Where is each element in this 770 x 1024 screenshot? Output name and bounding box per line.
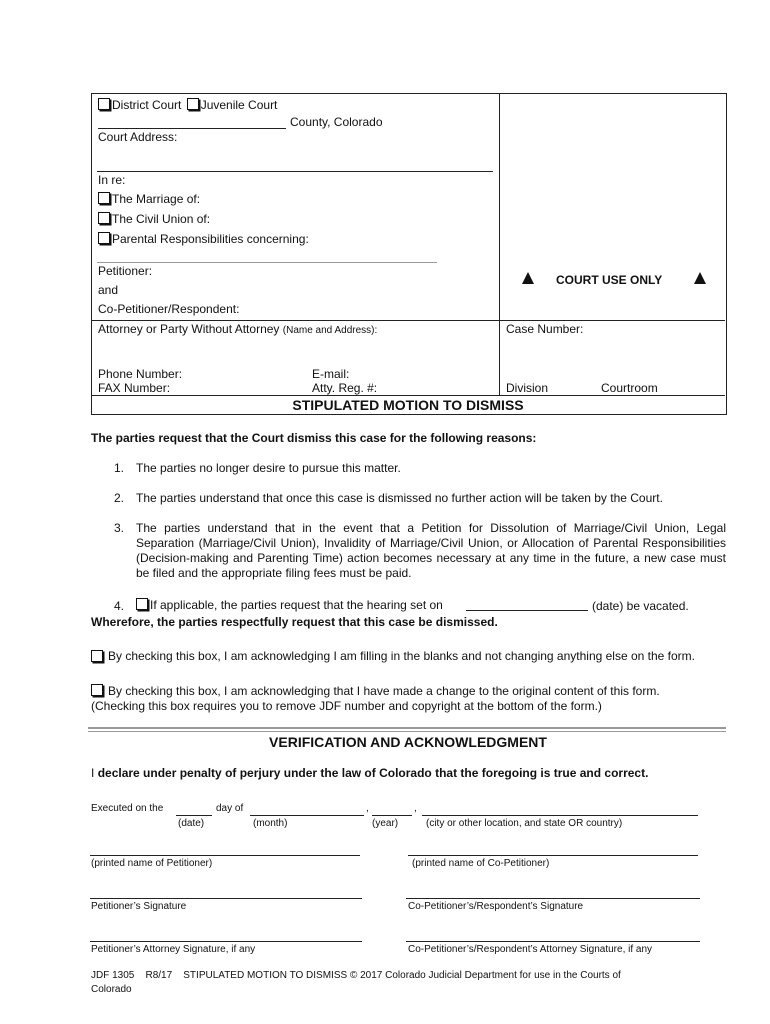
copetitioner-attorney-signature-line[interactable]	[406, 941, 700, 942]
location-caption: (city or other location, and state OR country)	[426, 818, 623, 829]
printed-petitioner-line[interactable]	[90, 855, 360, 856]
item-2-number: 2.	[114, 491, 125, 505]
executed-on-label: Executed on the	[91, 803, 164, 814]
ack-2-checkbox[interactable]	[91, 684, 103, 696]
declaration-prefix: I	[91, 766, 95, 780]
footer-line-2: Colorado	[91, 984, 132, 995]
attorney-label: Attorney or Party Without Attorney	[98, 322, 280, 336]
division-label: Division	[506, 381, 549, 395]
printed-copetitioner-label: (printed name of Co-Petitioner)	[412, 858, 550, 869]
in-re-label: In re:	[98, 173, 126, 187]
footer-line-1: JDF 1305 R8/17 STIPULATED MOTION TO DISMISS © 2017 Colorado Judicial Department for use in the Courts of	[91, 970, 621, 981]
petitioner-attorney-signature-label: Petitioner’s Attorney Signature, if any	[91, 944, 256, 955]
court-address-label: Court Address:	[98, 130, 178, 144]
item-4-number: 4.	[114, 599, 125, 613]
parental-label: Parental Responsibilities concerning:	[112, 232, 309, 246]
item-4-text: If applicable, the parties request that the hearing set on	[150, 598, 443, 612]
intro-text: The parties request that the Court dismiss this case for the following reasons:	[91, 431, 537, 445]
county-label: County, Colorado	[290, 115, 383, 129]
marriage-label: The Marriage of:	[112, 192, 201, 206]
page-title: STIPULATED MOTION TO DISMISS	[292, 397, 524, 413]
verification-heading: VERIFICATION AND ACKNOWLEDGMENT	[269, 734, 547, 750]
county-blank[interactable]	[98, 128, 286, 129]
district-court-label: District Court	[112, 98, 182, 112]
caption-title-top	[92, 395, 725, 396]
month-caption: (month)	[253, 818, 288, 829]
day-of-label: day of	[216, 803, 244, 814]
printed-petitioner-label: (printed name of Petitioner)	[91, 858, 213, 869]
item-1-text: The parties no longer desire to pursue this matter.	[136, 461, 401, 475]
petitioner-label: Petitioner:	[98, 264, 153, 278]
triangle-up-icon	[522, 272, 534, 284]
case-number-label: Case Number:	[506, 322, 584, 336]
executed-comma-2: ,	[414, 803, 417, 814]
petitioner-signature-line[interactable]	[90, 898, 362, 899]
executed-day-blank[interactable]	[176, 815, 212, 816]
item-1-number: 1.	[114, 461, 125, 475]
copetitioner-signature-label: Co-Petitioner’s/Respondent’s Signature	[408, 901, 584, 912]
caption-box	[91, 93, 727, 415]
juvenile-court-checkbox[interactable]	[187, 98, 199, 110]
declaration	[91, 766, 648, 780]
ack-2-note: (Checking this box requires you to remove JDF number and copyright at the bottom of the form.)	[91, 699, 602, 713]
petitioner-attorney-signature-line[interactable]	[90, 941, 362, 942]
co-petitioner-label: Co-Petitioner/Respondent:	[98, 302, 240, 316]
copetitioner-attorney-signature-label: Co-Petitioner’s/Respondent’s Attorney Signature, if any	[408, 944, 653, 955]
atty-reg-label: Atty. Reg. #:	[312, 381, 378, 395]
civil-union-label: The Civil Union of:	[112, 212, 211, 226]
parties-blank[interactable]	[97, 262, 437, 263]
hearing-vacate-checkbox[interactable]	[136, 598, 148, 610]
civil-union-checkbox[interactable]	[98, 212, 110, 224]
court-type-row	[98, 98, 277, 112]
executed-comma-1: ,	[366, 803, 369, 814]
attorney-row	[98, 322, 377, 336]
caption-divider	[499, 93, 500, 395]
copetitioner-signature-line[interactable]	[406, 898, 700, 899]
juvenile-court-label: Juvenile Court	[200, 98, 278, 112]
item-4-row	[136, 598, 443, 612]
phone-label: Phone Number:	[98, 367, 183, 381]
fax-label: FAX Number:	[98, 381, 171, 395]
parental-checkbox[interactable]	[98, 232, 110, 244]
item-4-after: (date) be vacated.	[592, 599, 689, 613]
court-address-divider	[97, 171, 493, 172]
executed-location-blank[interactable]	[422, 815, 698, 816]
executed-month-blank[interactable]	[250, 815, 364, 816]
year-caption: (year)	[372, 818, 399, 829]
declaration-text: declare under penalty of perjury under the law of Colorado that the foregoing is true and correct.	[97, 766, 649, 780]
verification-rule-bottom	[88, 731, 726, 732]
courtroom-label: Courtroom	[601, 381, 658, 395]
ack-1-text: By checking this box, I am acknowledging I am filling in the blanks and not changing anything else on the form.	[108, 649, 696, 663]
item-2-text: The parties understand that once this case is dismissed no further action will be taken by the Court.	[136, 491, 663, 505]
wherefore-text: Wherefore, the parties respectfully request that this case be dismissed.	[91, 615, 498, 629]
email-label: E-mail:	[312, 367, 350, 381]
date-caption: (date)	[178, 818, 205, 829]
executed-year-blank[interactable]	[372, 815, 412, 816]
verification-rule-top	[88, 727, 726, 729]
attorney-note: (Name and Address):	[282, 325, 378, 336]
item-3-number: 3.	[114, 521, 125, 535]
and-label: and	[98, 283, 119, 297]
petitioner-signature-label: Petitioner’s Signature	[91, 901, 187, 912]
item-3-text: The parties understand that in the event that a Petition for Dissolution of Marriage/Civil Union, Legal Separation (Marriage/Civil Union), Invalidity of Marriage/Civil Union, or Allocation of Parental Responsibilities (Decision-making and Parenting Time) action becomes necessary at any time in the future, a new case must be filed and the appropriate filing fees must be paid.	[136, 521, 726, 580]
caption-attorney-top	[92, 320, 725, 321]
hearing-date-blank[interactable]	[466, 610, 588, 611]
ack-2-text: By checking this box, I am acknowledging that I have made a change to the original content of this form.	[108, 684, 660, 698]
triangle-up-icon	[694, 272, 706, 284]
court-use-only-label: COURT USE ONLY	[556, 273, 663, 287]
marriage-checkbox[interactable]	[98, 192, 110, 204]
printed-copetitioner-line[interactable]	[408, 855, 698, 856]
district-court-checkbox[interactable]	[98, 98, 110, 110]
